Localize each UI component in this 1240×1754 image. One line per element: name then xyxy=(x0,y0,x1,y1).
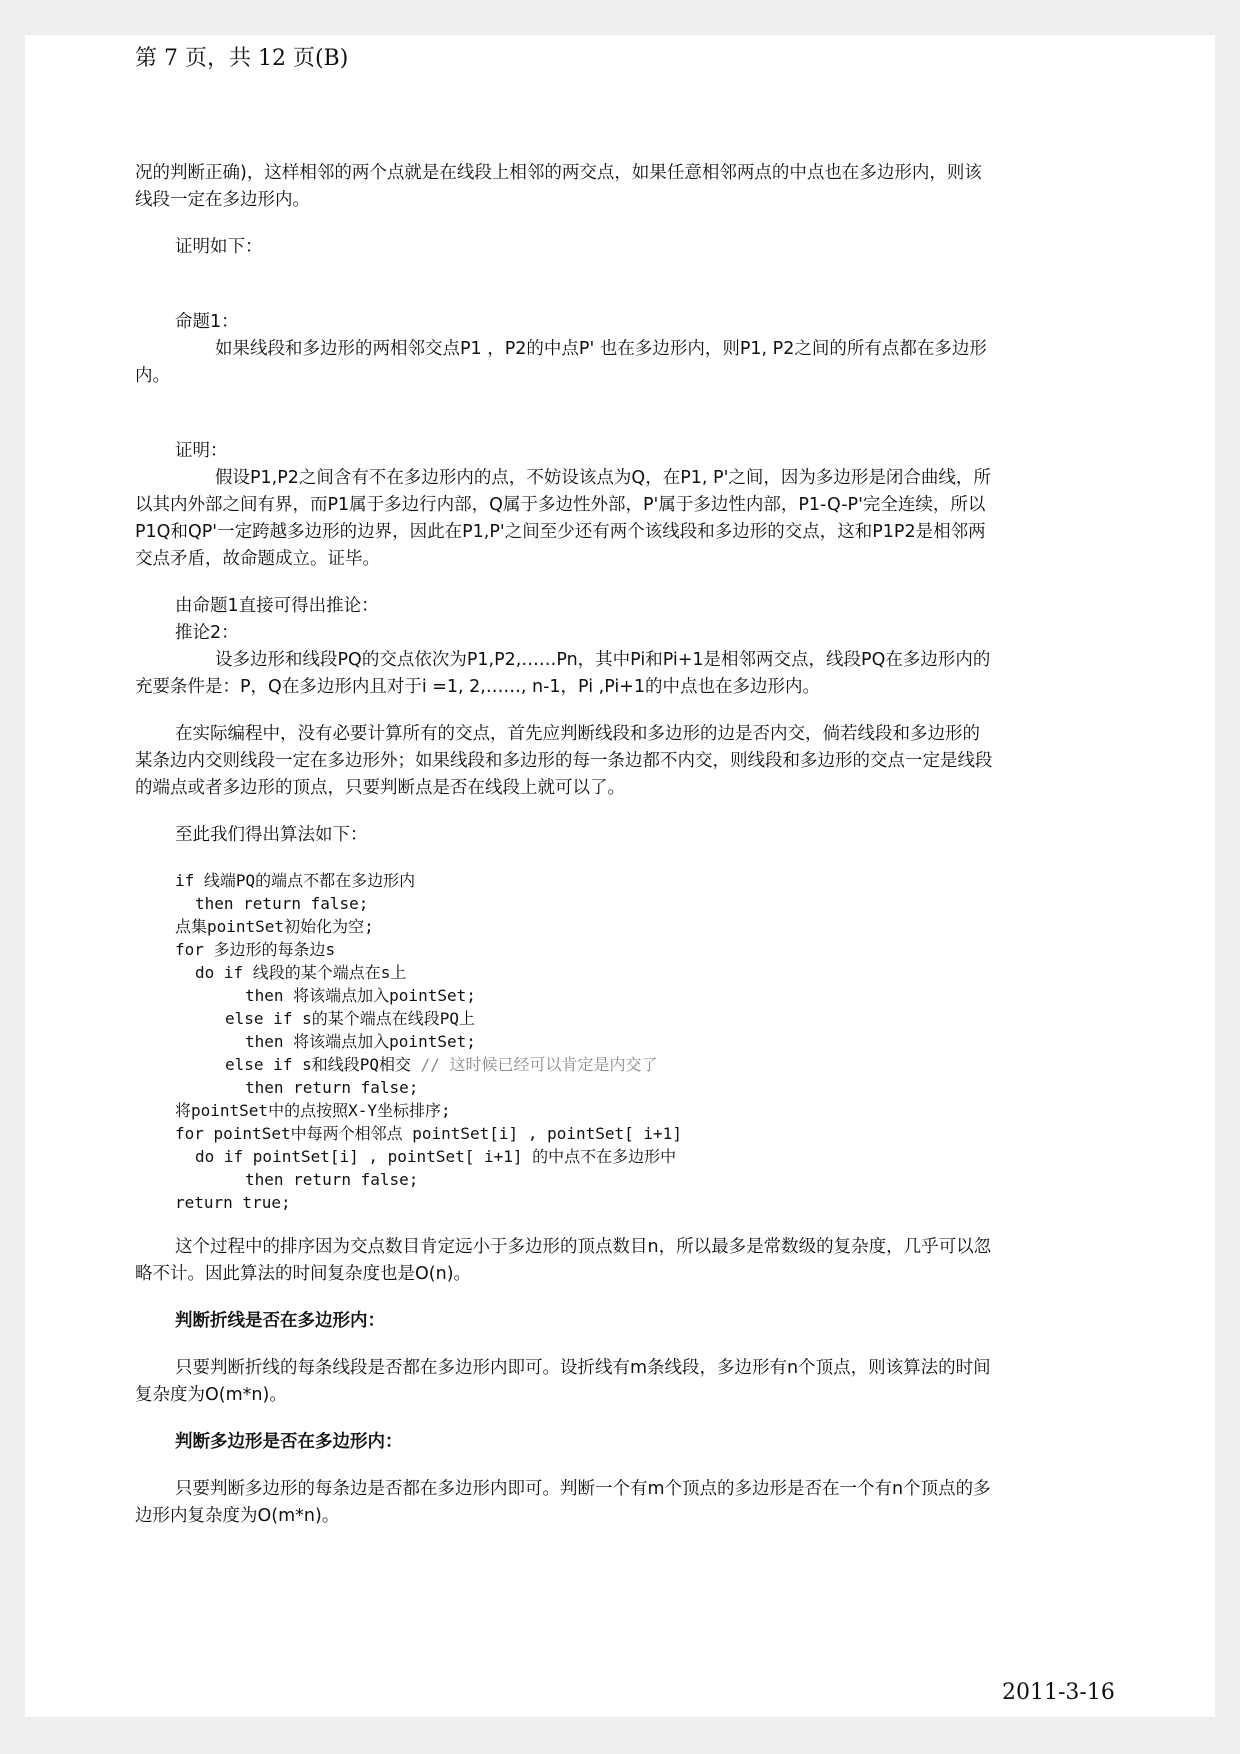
polygon-heading: 判断多边形是否在多边形内： xyxy=(175,1432,403,1452)
code-line: then return false; xyxy=(195,894,369,913)
code-line: for 多边形的每条边s xyxy=(175,940,336,959)
pseudocode-block xyxy=(135,869,995,1214)
code-line: do if pointSet[i] , pointSet[ i+1] 的中点不在多边形中 xyxy=(195,1147,677,1166)
code-comment: // 这时候已经可以肯定是内交了 xyxy=(420,1055,658,1074)
polyline-paragraph: 只要判断折线的每条线段是否都在多边形内即可。设折线有m条线段，多边形有n个顶点，则该算法的时间复杂度为O(m*n)。 xyxy=(135,1358,991,1405)
code-line: for pointSet中每两个相邻点 pointSet[i] , pointSet[ i+1] xyxy=(175,1124,682,1143)
proof-text: 假设P1,P2之间含有不在多边形内的点，不妨设该点为Q，在P1, P'之间，因为多边形是闭合曲线，所以其内外部之间有界，而P1属于多边行内部，Q属于多边性外部，P'属于多边性内部，P1-Q-P'完全连续，所以P1Q和QP'一定跨越多边形的边界，因此在P1,P'之间至少还有两个该线段和多边形的交点，这和P1P2是相邻两交点矛盾，故命题成立。证毕。 xyxy=(135,468,991,569)
code-line: return true; xyxy=(175,1193,291,1212)
corollary-text: 设多边形和线段PQ的交点依次为P1,P2,……Pn，其中Pi和Pi+1是相邻两交点，线段PQ在多边形内的充要条件是：P，Q在多边形内且对于i =1, 2,……, n-1，Pi ,Pi+1的中点也在多边形内。 xyxy=(135,650,991,697)
code-line: then return false; xyxy=(245,1078,419,1097)
code-line: then return false; xyxy=(245,1170,419,1189)
code-line: then 将该端点加入pointSet; xyxy=(245,986,476,1005)
algorithm-intro: 至此我们得出算法如下： xyxy=(175,825,368,845)
proposition-text: 如果线段和多边形的两相邻交点P1 ，P2的中点P' 也在多边形内，则P1, P2之间的所有点都在多边形内。 xyxy=(135,339,987,386)
proof-title: 证明： xyxy=(175,441,228,461)
code-line: 将pointSet中的点按照X-Y坐标排序; xyxy=(175,1101,451,1120)
page-header: 第 7 页，共 12 页(B) xyxy=(135,46,349,71)
proof-intro: 证明如下： xyxy=(175,237,263,257)
intro-paragraph: 况的判断正确)，这样相邻的两个点就是在线段上相邻的两交点，如果任意相邻两点的中点也在多边形内，则该线段一定在多边形内。 xyxy=(135,163,982,210)
corollary-intro: 由命题1直接可得出推论： xyxy=(175,596,379,616)
code-line: do if 线段的某个端点在s上 xyxy=(195,963,407,982)
polygon-paragraph: 只要判断多边形的每条边是否都在多边形内即可。判断一个有m个顶点的多边形是否在一个有n个顶点的多边形内复杂度为O(m*n)。 xyxy=(135,1479,991,1526)
code-line: if 线端PQ的端点不都在多边形内 xyxy=(175,871,416,890)
code-line: else if s的某个端点在线段PQ上 xyxy=(225,1009,475,1028)
practice-paragraph: 在实际编程中，没有必要计算所有的交点，首先应判断线段和多边形的边是否内交，倘若线段和多边形的某条边内交则线段一定在多边形外；如果线段和多边形的每一条边都不内交，则线段和多边形的交点一定是线段的端点或者多边形的顶点，只要判断点是否在线段上就可以了。 xyxy=(135,724,993,798)
polyline-heading: 判断折线是否在多边形内： xyxy=(175,1311,385,1331)
corollary-title: 推论2： xyxy=(175,623,239,643)
page-footer-date: 2011-3-16 xyxy=(1002,1680,1115,1705)
code-line xyxy=(135,1053,995,1076)
page-body xyxy=(135,160,995,1530)
proposition-title: 命题1： xyxy=(175,312,239,332)
complexity-paragraph: 这个过程中的排序因为交点数目肯定远小于多边形的顶点数目n，所以最多是常数级的复杂度，几乎可以忽略不计。因此算法的时间复杂度也是O(n)。 xyxy=(135,1237,992,1284)
code-line: 点集pointSet初始化为空; xyxy=(175,917,374,936)
code-line: then 将该端点加入pointSet; xyxy=(245,1032,476,1051)
code-text: else if s和线段PQ相交 xyxy=(225,1055,421,1074)
document-page xyxy=(25,35,1215,1717)
